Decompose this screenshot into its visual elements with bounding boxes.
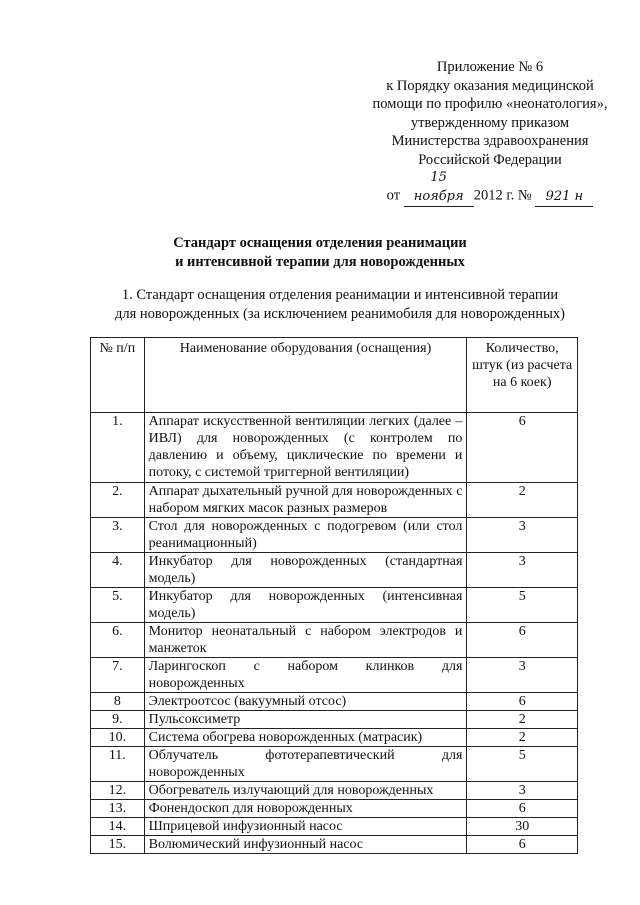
row-name: Инкубатор для новорожденных (стандартная модель) xyxy=(144,553,467,588)
row-name: Инкубатор для новорожденных (интенсивная модель) xyxy=(144,588,467,623)
row-num: 5. xyxy=(91,588,145,623)
row-name: Электроотсос (вакуумный отсос) xyxy=(144,693,467,711)
appendix-line-4: Министерства здравоохранения xyxy=(391,133,589,149)
row-qty: 6 xyxy=(467,623,578,658)
table-row xyxy=(91,693,578,711)
header-name: Наименование оборудования (оснащения) xyxy=(144,338,467,413)
appendix-number: Приложение № 6 xyxy=(436,59,544,75)
row-name: Шприцевой инфузионный насос xyxy=(144,818,467,836)
appendix-header xyxy=(360,58,620,204)
row-qty: 3 xyxy=(467,658,578,693)
row-qty: 3 xyxy=(467,782,578,800)
row-qty: 5 xyxy=(467,747,578,782)
title-line-1: Стандарт оснащения отделения реанимации xyxy=(173,235,467,251)
row-qty: 2 xyxy=(467,711,578,729)
table-row xyxy=(91,711,578,729)
row-qty: 6 xyxy=(467,693,578,711)
table-row xyxy=(91,553,578,588)
appendix-line-1: к Порядку оказания медицинской xyxy=(386,77,594,94)
section-heading xyxy=(60,286,620,324)
document-title xyxy=(0,234,640,272)
table-header-row xyxy=(91,338,578,413)
row-qty: 30 xyxy=(467,818,578,836)
row-name: Монитор неонатальный с набором электродов и манжеток xyxy=(144,623,467,658)
row-qty: 2 xyxy=(467,483,578,518)
row-qty: 6 xyxy=(467,836,578,854)
row-qty: 2 xyxy=(467,729,578,747)
row-name: Пульсоксиметр xyxy=(144,711,467,729)
row-name: Аппарат искусственной вентиляции легких (далее – ИВЛ) для новорожденных (с контролем по давлению и объему, циклические по времени и потоку, с системой триггерной вентиляции) xyxy=(144,413,467,483)
row-num: 13. xyxy=(91,800,145,818)
row-num: 8 xyxy=(91,693,145,711)
table-row xyxy=(91,658,578,693)
table-row xyxy=(91,413,578,483)
row-name: Облучатель фототерапевтический для новорожденных xyxy=(144,747,467,782)
row-qty: 5 xyxy=(467,588,578,623)
row-num: 12. xyxy=(91,782,145,800)
table-row xyxy=(91,818,578,836)
appendix-line-5: Российской Федерации xyxy=(418,151,562,168)
row-qty: 3 xyxy=(467,553,578,588)
table-row xyxy=(91,782,578,800)
appendix-line-3: утвержденному приказом xyxy=(410,114,570,131)
row-num: 6. xyxy=(91,623,145,658)
table-row xyxy=(91,747,578,782)
table-row xyxy=(91,729,578,747)
row-num: 9. xyxy=(91,711,145,729)
table-row xyxy=(91,836,578,854)
date-year: 2012 г. № xyxy=(473,187,532,204)
row-num: 1. xyxy=(91,413,145,483)
appendix-line-2: помощи по профилю «неонатология», xyxy=(372,96,608,112)
row-name: Обогреватель излучающий для новорожденных xyxy=(144,782,467,800)
table-row xyxy=(91,518,578,553)
row-name: Стол для новорожденных с подогревом (или стол реанимационный) xyxy=(144,518,467,553)
row-num: 3. xyxy=(91,518,145,553)
row-qty: 6 xyxy=(467,413,578,483)
section-line-2: для новорожденных (за исключением реанимобиля для новорожденных) xyxy=(114,306,566,322)
header-qty: Количество, штук (из расчета на 6 коек) xyxy=(467,338,578,413)
header-num: № п/п xyxy=(91,338,145,413)
row-name: Ларингоскоп с набором клинков для новорожденных xyxy=(144,658,467,693)
handwritten-order-number: 921 н xyxy=(535,188,593,208)
table-row xyxy=(91,800,578,818)
equipment-table xyxy=(90,337,578,854)
row-qty: 6 xyxy=(467,800,578,818)
row-num: 7. xyxy=(91,658,145,693)
section-line-1: 1. Стандарт оснащения отделения реанимации и интенсивной терапии xyxy=(121,287,559,303)
row-num: 2. xyxy=(91,483,145,518)
row-name: Аппарат дыхательный ручной для новорожденных с набором мягких масок разных размеров xyxy=(144,483,467,518)
row-num: 15. xyxy=(91,836,145,854)
order-date-line xyxy=(360,169,620,204)
table-row xyxy=(91,588,578,623)
handwritten-date: 15 ноября xyxy=(404,169,474,207)
table-row xyxy=(91,623,578,658)
row-num: 11. xyxy=(91,747,145,782)
row-num: 10. xyxy=(91,729,145,747)
table-row xyxy=(91,483,578,518)
row-qty: 3 xyxy=(467,518,578,553)
row-num: 14. xyxy=(91,818,145,836)
title-line-2: и интенсивной терапии для новорожденных xyxy=(175,254,465,270)
row-num: 4. xyxy=(91,553,145,588)
date-prefix: от xyxy=(386,187,401,204)
row-name: Система обогрева новорожденных (матрасик) xyxy=(144,729,467,747)
row-name: Волюмический инфузионный насос xyxy=(144,836,467,854)
row-name: Фонендоскоп для новорожденных xyxy=(144,800,467,818)
